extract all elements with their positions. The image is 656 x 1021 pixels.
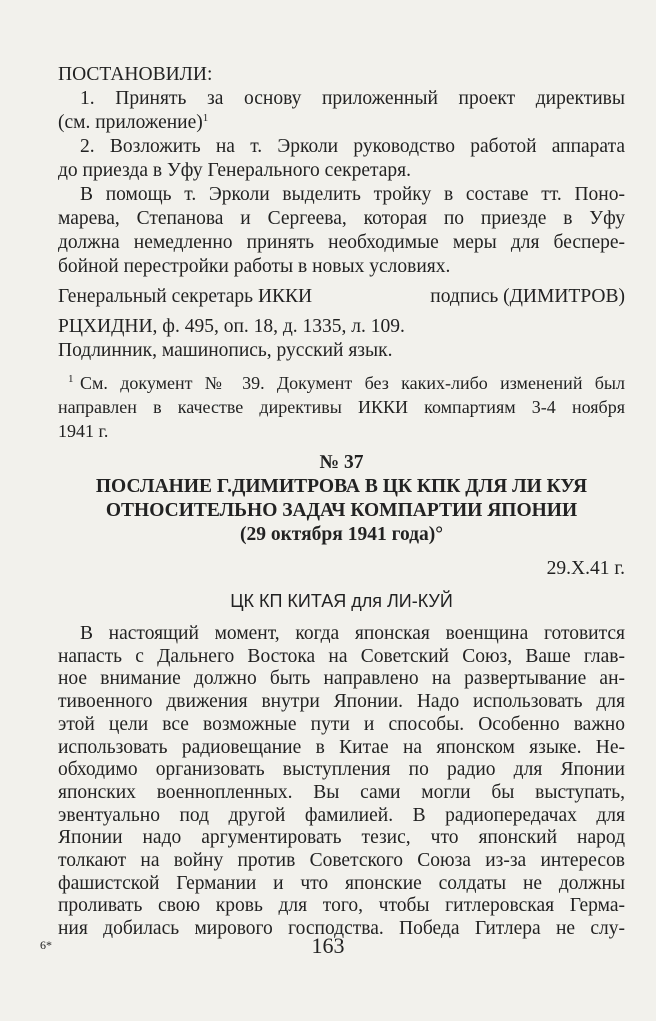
body-line-text: ния добилась мирового господства. Победа Гитлера не слу- bbox=[58, 918, 625, 940]
resolution-line-text: до приезда в Уфу Генерального секретаря. bbox=[58, 160, 412, 181]
body-line-text: проливать свою кровь для того, чтобы гитлеровская Герма- bbox=[58, 895, 625, 917]
footnote-line: См. документ № 39. Документ без каких-либо изменений был 1 bbox=[68, 373, 625, 393]
body-line-text: эвентуально под другой фамилией. В радиопередачах для bbox=[58, 804, 625, 826]
body-line bbox=[58, 804, 625, 828]
body-line-text: фашистской Германии и что японские солдаты не должны bbox=[58, 872, 625, 894]
body-line bbox=[58, 645, 625, 669]
resolution-line-text: 1. Принять за основу приложенный проект директивы bbox=[80, 88, 625, 109]
resolution-line bbox=[58, 231, 625, 255]
document-title bbox=[58, 499, 625, 523]
body-line bbox=[58, 781, 625, 805]
body-line-text: напасть с Дальнего Востока на Советский Союз, Ваше глав- bbox=[58, 645, 625, 667]
document-date bbox=[58, 557, 625, 581]
resolution-line bbox=[58, 255, 625, 279]
body-line bbox=[58, 736, 625, 760]
footnote-ref: 1 bbox=[202, 112, 209, 124]
resolution-line bbox=[80, 87, 625, 111]
document-addressee-text: ЦК КП КИТАЯ для ЛИ-КУЙ bbox=[230, 591, 453, 611]
resolution-line bbox=[58, 159, 625, 183]
body-line bbox=[58, 826, 625, 850]
resolution-line bbox=[80, 183, 625, 207]
resolution-line bbox=[58, 207, 625, 231]
archive-reference-text: РЦХИДНИ, ф. 495, оп. 18, д. 1335, л. 109. bbox=[58, 316, 405, 337]
document-addressee bbox=[58, 589, 625, 613]
body-line-text: толкают на войну против Советского Союза из-за интересов bbox=[58, 850, 625, 871]
resolution-heading bbox=[58, 63, 625, 87]
document-date-text: 29.X.41 г. bbox=[546, 558, 625, 579]
resolution-line bbox=[58, 111, 625, 135]
body-line bbox=[58, 894, 625, 918]
footnote-line bbox=[58, 395, 625, 419]
signature-text: подпись (ДИМИТРОВ) bbox=[430, 286, 625, 307]
resolution-line-text: марева, Степанова и Сергеева, которая по приезде в Уфу bbox=[58, 208, 625, 229]
body-line-text: этой цели все возможные пути и способы. Особенно важно bbox=[58, 713, 625, 735]
body-line bbox=[58, 758, 625, 782]
archive-note-text: Подлинник, машинопись, русский язык. bbox=[58, 340, 393, 361]
resolution-line bbox=[80, 135, 625, 159]
body-line-text: Японии надо аргументировать тезис, что японский народ bbox=[58, 827, 625, 849]
signature-line bbox=[58, 285, 625, 309]
resolution-heading-text: ПОСТАНОВИЛИ: bbox=[58, 64, 213, 85]
resolution-line-text: 2. Возложить на т. Эрколи руководство работой аппарата bbox=[80, 136, 625, 157]
body-line bbox=[58, 872, 625, 896]
body-line bbox=[58, 713, 625, 737]
document-title-text: ПОСЛАНИЕ Г.ДИМИТРОВА В ЦК КПК ДЛЯ ЛИ КУЯ bbox=[95, 476, 588, 497]
printer-signature-mark: 6* bbox=[40, 938, 52, 952]
body-line-text: тивоенного движения внутри Японии. Надо использовать для bbox=[58, 691, 625, 713]
document-title-text: ОТНОСИТЕЛЬНО ЗАДАЧ КОМПАРТИИ ЯПОНИИ bbox=[105, 500, 578, 521]
resolution-line-text: В помощь т. Эрколи выделить тройку в составе тт. Поно- bbox=[80, 184, 625, 205]
body-line-text: обходимо организовать выступления по радио для Японии bbox=[58, 759, 625, 781]
document-number-text: № 37 bbox=[319, 452, 364, 473]
archive-reference bbox=[58, 315, 625, 339]
footnote-line-text: 1941 г. bbox=[58, 421, 109, 441]
resolution-line-text: (см. приложение) bbox=[58, 112, 203, 133]
body-line bbox=[58, 667, 625, 691]
footnote-line-text: См. документ № 39. Документ без каких-либо изменений был bbox=[80, 373, 625, 393]
body-line-text: использовать радиовещание в Китае на японском языке. Не- bbox=[58, 736, 625, 758]
footnote-line bbox=[58, 419, 625, 443]
page-number: 163 bbox=[311, 933, 345, 958]
document-title-text: (29 октября 1941 года)° bbox=[239, 524, 444, 545]
body-line-text: В настоящий момент, когда японская военщина готовится bbox=[80, 623, 625, 644]
footnote-line-text: направлен в качестве директивы ИККИ компартиям 3-4 ноября bbox=[58, 397, 625, 417]
body-line-text: японских военнопленных. Вы сами могли бы выступать, bbox=[58, 781, 625, 803]
signature-line-text: Генеральный секретарь ИККИ bbox=[58, 286, 313, 307]
document-title bbox=[58, 523, 625, 547]
document-title bbox=[58, 475, 625, 499]
body-line bbox=[58, 690, 625, 714]
body-line bbox=[80, 622, 625, 646]
resolution-line-text: бойной перестройки работы в новых условиях. bbox=[58, 256, 451, 277]
resolution-line-text: должна немедленно принять необходимые меры для беспере- bbox=[58, 232, 625, 253]
body-line bbox=[58, 849, 625, 873]
body-line-text: ное внимание должно быть направлено на развертывание ан- bbox=[58, 668, 625, 690]
document-number bbox=[58, 451, 625, 475]
archive-note bbox=[58, 339, 625, 363]
